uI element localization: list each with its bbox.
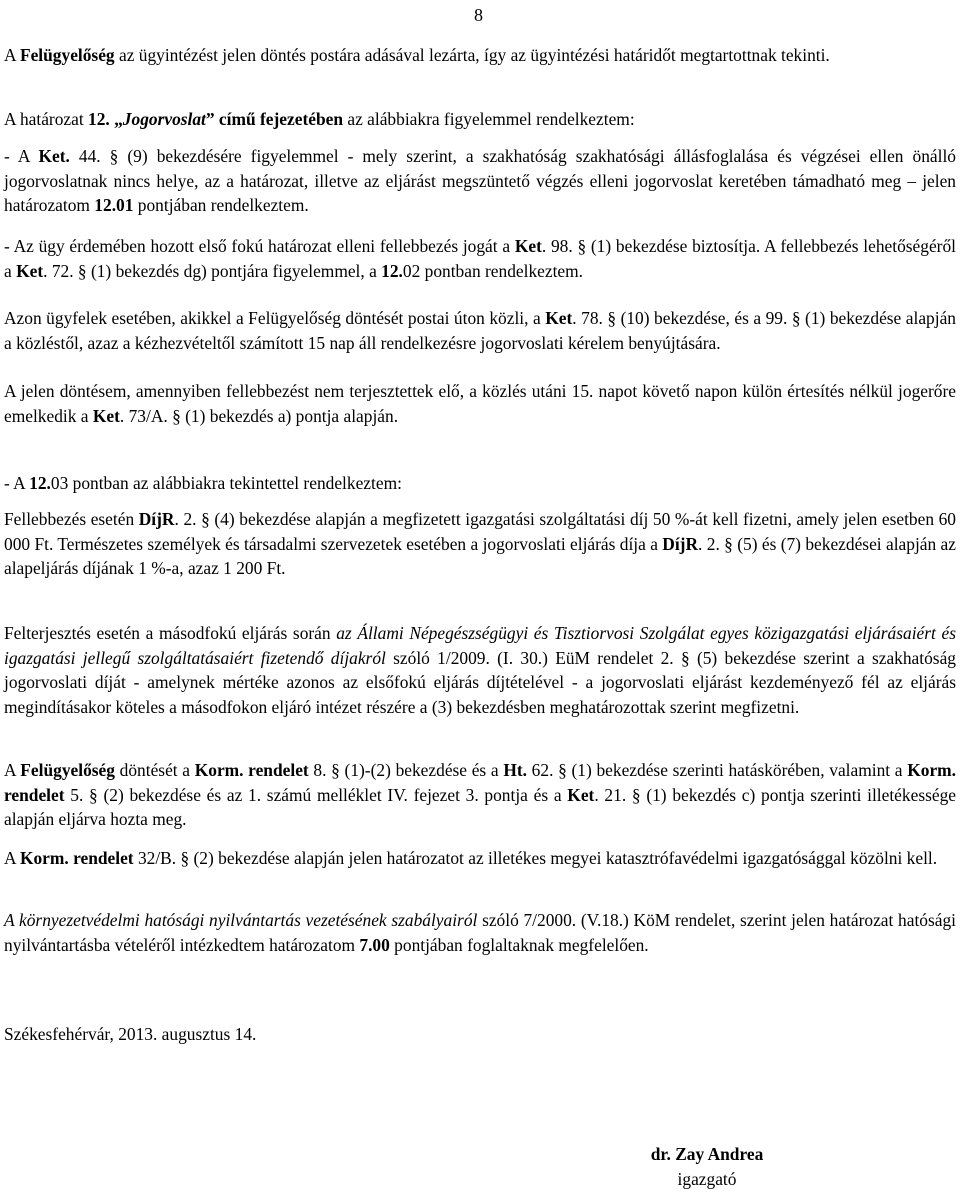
paragraph-10: A Felügyelőség döntését a Korm. rendelet 8. § (1)-(2) bekezdése és a Ht. 62. § (1) bekezdése szerinti hatáskörében, valamint a Korm. rendelet 5. § (2) bekezdése és az 1. számú melléklet IV. fejezet 3. pontja és a Ket. 21. § (1) bekezdés c) pontja szerinti illetékessége alapján eljárva hozta meg. xyxy=(4,760,957,829)
paragraph-9: Felterjesztés esetén a másodfokú eljárás során az Állami Népegészségügyi és Tisztiorvosi Szolgálat egyes közigazgatási eljárásaiért és igazgatási jellegű szolgáltatásaiért fizetendő díjakról szóló 1/2009. (I. 30.) EüM rendelet 2. § (5) bekezdése szerint a szakhatóság jogorvoslati díját - amelynek mértéke azonos az elsőfokú eljárás díjtételével - a jogorvoslati eljárást kezdeményező fél az eljárás megindításakor köteles a másodfokon eljáró intézet részére a (3) bekezdésben meghatározottak szerint megfizetni. xyxy=(4,623,956,717)
paragraph-12: A környezetvédelmi hatósági nyilvántartás vezetésének szabályairól szóló 7/2000. (V.18.) KöM rendelet, szerint jelen határozat hatósági nyilvántartásba vételéről intézkedtem határozatom 7.00 pontjában foglaltaknak megfelelően. xyxy=(4,910,957,955)
paragraph-5: Azon ügyfelek esetében, akikkel a Felügyelőség döntését postai úton közli, a Ket. 78. § (10) bekezdése, és a 99. § (1) bekezdése alapján a közléstől, azaz a kézhezvételtől számított 15 nap áll rendelkezésre jogorvoslati kérelem benyújtására. xyxy=(4,308,956,353)
signatory-title: igazgató xyxy=(677,1168,737,1189)
paragraph-1: A Felügyelőség az ügyintézést jelen döntés postára adásával lezárta, így az ügyintézési határidőt megtartottnak tekinti. xyxy=(4,45,830,65)
place-date: Székesfehérvár, 2013. augusztus 14. xyxy=(4,1024,257,1044)
paragraph-3: - A Ket. 44. § (9) bekezdésére figyelemmel - mely szerint, a szakhatóság szakhatósági állásfoglalása és végzései ellen önálló jogorvoslatnak nincs helye, az a határozat, illetve az eljárást megszüntető végzés elleni jogorvoslat keretében támadható meg – jelen határozatom 12.01 pontjában rendelkeztem. xyxy=(4,146,956,215)
paragraph-11: A Korm. rendelet 32/B. § (2) bekezdése alapján jelen határozatot az illetékes megyei katasztrófavédelmi igazgatósággal közölni kell. xyxy=(4,848,938,868)
paragraph-2: A határozat 12. „Jogorvoslat” című fejezetében az alábbiakra figyelemmel rendelkeztem: xyxy=(4,109,635,129)
paragraph-4: - Az ügy érdemében hozott első fokú határozat elleni fellebbezés jogát a Ket. 98. § (1) bekezdése biztosítja. A fellebbezés lehetőségéről a Ket. 72. § (1) bekezdés dg) pontjára figyelemmel, a 12.02 pontban rendelkeztem. xyxy=(4,236,956,281)
signature-block xyxy=(607,1142,807,1191)
page-number: 8 xyxy=(474,5,483,25)
paragraph-7: - A 12.03 pontban az alábbiakra tekintettel rendelkeztem: xyxy=(4,473,402,493)
paragraph-8: Fellebbezés esetén DíjR. 2. § (4) bekezdése alapján a megfizetett igazgatási szolgáltatási díj 50 %-át kell fizetni, amely jelen esetben 60 000 Ft. Természetes személyek és társadalmi szervezetek esetében a jogorvoslati eljárás díja a DíjR. 2. § (5) és (7) bekezdései alapján az alapeljárás díjának 1 %-a, azaz 1 200 Ft. xyxy=(4,509,957,578)
signatory-name: dr. Zay Andrea xyxy=(650,1144,764,1164)
paragraph-6: A jelen döntésem, amennyiben fellebbezést nem terjesztettek elő, a közlés utáni 15. napot követő napon külön értesítés nélkül jogerőre emelkedik a Ket. 73/A. § (1) bekezdés a) pontja alapján. xyxy=(4,381,956,426)
